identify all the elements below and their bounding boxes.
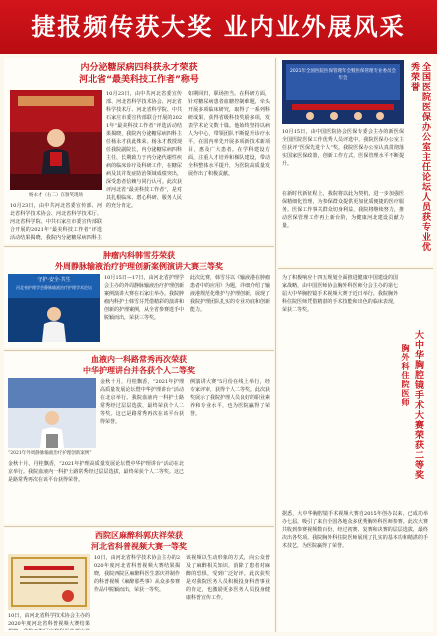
row-divider [4, 350, 274, 351]
article-title [4, 62, 274, 86]
article-body-col2: 该视频以生动形象的方式，向公众普及了麻醉相关知识，消除了患者对麻醉的恐惧，受到广泛好评。此次获奖是对我院医务人员积极投身科普事业的肯定，也激励更多医务人员投身健康科普宣传工作。 [186, 555, 270, 601]
photo-caption: “2021年外周静脉输液治疗护理创新案例” [8, 451, 92, 456]
article-body-col2: 据悉，大中华胸腔镜手术视频大赛自2015年创办以来，已成功举办七届，吸引了来自全国各地众多优秀胸外科医师参赛。此次大赛共收到参赛视频数百份，经过初赛、复赛和决赛的层层选拔，最终决出各奖项。我院胸外科住院医师展现了扎实的基本功和精湛的手术技艺，为医院赢得了荣誉。 [282, 511, 428, 549]
article-title [4, 250, 274, 272]
conference-photo [282, 60, 404, 124]
contest-banner-line2: 河北省护理学会静脉输液治疗护理学术论坛 [16, 285, 92, 290]
award-photo [10, 90, 102, 190]
article-thoracoscopy [278, 270, 433, 632]
article-body-col2: 例演讲大赛”5月份在线上举行，经专家评审，获得个人二等奖。此次获奖展示了我院护理人员良好的职业素养和专业水平，也为医院赢得了荣誉。 [190, 379, 270, 417]
article-lu-changxiu [4, 352, 274, 524]
row-divider [4, 526, 274, 527]
article-title-line1: 肿瘤内科韩雪芬荣获 [103, 251, 175, 260]
article-title [4, 354, 274, 376]
article-vertical-subtitle: 胸外科住院医师 [401, 344, 410, 407]
article-body-col1: 10月15日，由中国医院协会医保专委会主办的新医保全国医院医保工作优秀人员评选中，我院医保办公室主任获评“医保先进个人”奖。我院医保办公室认真贯彻落实国家医保政策，创新工作方式，医保管理水平不断提升。 [282, 129, 404, 167]
masthead [0, 0, 437, 54]
article-title-line2: 河北省科普视频大赛一等奖 [91, 542, 187, 551]
article-vertical-title: 全国医院医保办公室主任论坛人员获专业优秀荣誉 [409, 62, 430, 252]
conference-banner-text: 2021年全国医院医保管理年会暨医保管理专业委员会年会 [290, 69, 396, 81]
certificate-photo [8, 554, 90, 610]
article-body-col1: 10日，由河北省科学技术协会主办的2020年度河北省科普视频大赛结果揭晓，我院西院区麻醉科医生郭庆祥制作的科普视频《麻醉那些事》从众多参赛作品中脱颖而出，荣获一等奖。 [94, 555, 180, 593]
contest-photo [8, 274, 100, 342]
article-body-col2: 如期回归，职场担当。在科研方面，针对糖尿病患者血糖控制难题，牵头开展多项临床研究，取得了一系列科研成果，获得省级科技奖励多项，发表学术论文数十篇。他始终坚持以病人为中心，带领团队不断提升诊疗水平，在国内率先开展多项新技术新项目，惠及广大患者。在学科建设方面，注重人才培养和梯队建设，带动全科整体水平提升，为医院高质量发展作出了积极贡献。 [188, 91, 270, 177]
speech-photo [8, 378, 96, 448]
row-divider [4, 246, 274, 247]
article-title-line1: 血液内一科路常秀再次荣获 [91, 355, 187, 364]
article-title-line2: 外周静脉输液治疗护理创新案例演讲大赛三等奖 [55, 262, 223, 271]
article-body-col2: 此次比赛，韩雪芬以《输液港在肿瘤患者中的应用》为题，详细介绍了输液港规范化维护与护理创新，展现了我院护理团队扎实的专业功底和创新能力。 [190, 275, 270, 313]
article-vertical-title: 大中华胸腔镜手术大赛荣获二等奖 [413, 330, 423, 480]
article-body-col1: 为了积极响应十四五规划全面推进健康中国建设的国家战略，由中国医师协会胸外科医师分会主办的第七届大中华胸腔镜手术视频大赛于近日举行。我院胸外科住院医师凭借精湛的手术技能和出色的临床表现，荣获二等奖。 [282, 275, 398, 313]
article-body-col1: 10月15日—17日，由河北省护理学会主办的外周静脉输液治疗护理创新案例演讲大赛在石家庄举办。我院肿瘤内科护士韩雪芬凭借精彩的演讲和创新的护理案例，从全省参赛选手中脱颖而出，荣获三等奖。 [104, 275, 184, 321]
article-title [4, 530, 274, 552]
article-body-col3: 金秋十月，丹桂飘香，“2021年护理高质量发展论坛暨中华护理讲台”活动在北京举行。我院血液内一科护士路常秀经过层层选拔，最终荣获个人二等奖。这已是路常秀再次在该平台获得荣誉。 [8, 461, 184, 483]
article-body-col1: 金秋十月，丹桂飘香，“2021年护理高质量发展论坛暨中华护理讲台”活动在北京举行。我院血液内一科护士路常秀经过层层选拔，最终荣获个人二等奖。这已是路常秀再次在该平台获得荣誉。 [100, 379, 184, 425]
article-title-line2: 河北省“最美科技工作者”称号 [79, 75, 199, 85]
article-medical-insurance [278, 58, 433, 266]
photo-caption: 杨永才（右二）在颁奖现场 [29, 193, 83, 198]
article-han-xuefen [4, 248, 274, 348]
article-body-lead: 10日，由河北省科学技术协会主办的2020年度河北省科普视频大赛结果 [8, 613, 90, 627]
column-divider [275, 58, 276, 632]
contest-banner-line1: 守护·安全·共生 [37, 277, 71, 283]
article-body-col2: 在新时代新征程上，我院将以此为契机，进一步加强医保精细化管理，为参保群众提供更加优质便捷的医疗服务。医保工作事关群众切身利益，我院将继续努力，推动医保管理工作再上新台阶，为健康河北建设贡献力量。 [282, 191, 404, 229]
article-body-lead-text: 10月23日，由中共河北省委宣传部、河北省科学技术协会、河北省科学技术厅、河北省科学院、中共石家庄市委宣传部联合开展的2021年“最美科技工作者”评选活动结果揭晓，我院内分泌糖尿病四科主 [10, 203, 102, 241]
article-yang-yongcai [4, 58, 274, 244]
article-title-line1: 西院区麻醉科郭庆祥荣获 [95, 531, 183, 540]
masthead-title: 捷报频传获大奖 业内业外展风采 [31, 13, 406, 41]
speech-photo-image [8, 378, 96, 448]
row-divider [278, 268, 433, 269]
article-body-lead [10, 202, 102, 242]
article-guo-qingxiang [4, 528, 274, 632]
article-title-line1: 内分泌糖尿病四科获永才荣获 [80, 63, 198, 73]
award-photo-image [10, 90, 102, 190]
certificate-photo-image [8, 554, 90, 610]
article-body-col1: 10月23日，由中共河北省委宣传部、河北省科学技术协会、河北省科学技术厅、河北省科学院、中共石家庄市委宣传部联合开展的2021年“最美科技工作者”评选活动结果揭晓，我院内分泌糖尿病四科主任杨永才获此殊荣。杨永才教授现任我院副院长，内分泌糖尿病四科主任，长期致力于内分泌代谢性疾病的临床诊疗及科研工作，在糖尿病及其并发症防治领域成绩突出，深受患者信赖与同行认可。此次获评河北省“最美科技工作者”，是对其扎根临床、潜心科研、服务人民的充分肯定。 [106, 91, 182, 209]
article-title-line2: 中华护理讲台并各获个人二等奖 [83, 366, 195, 375]
